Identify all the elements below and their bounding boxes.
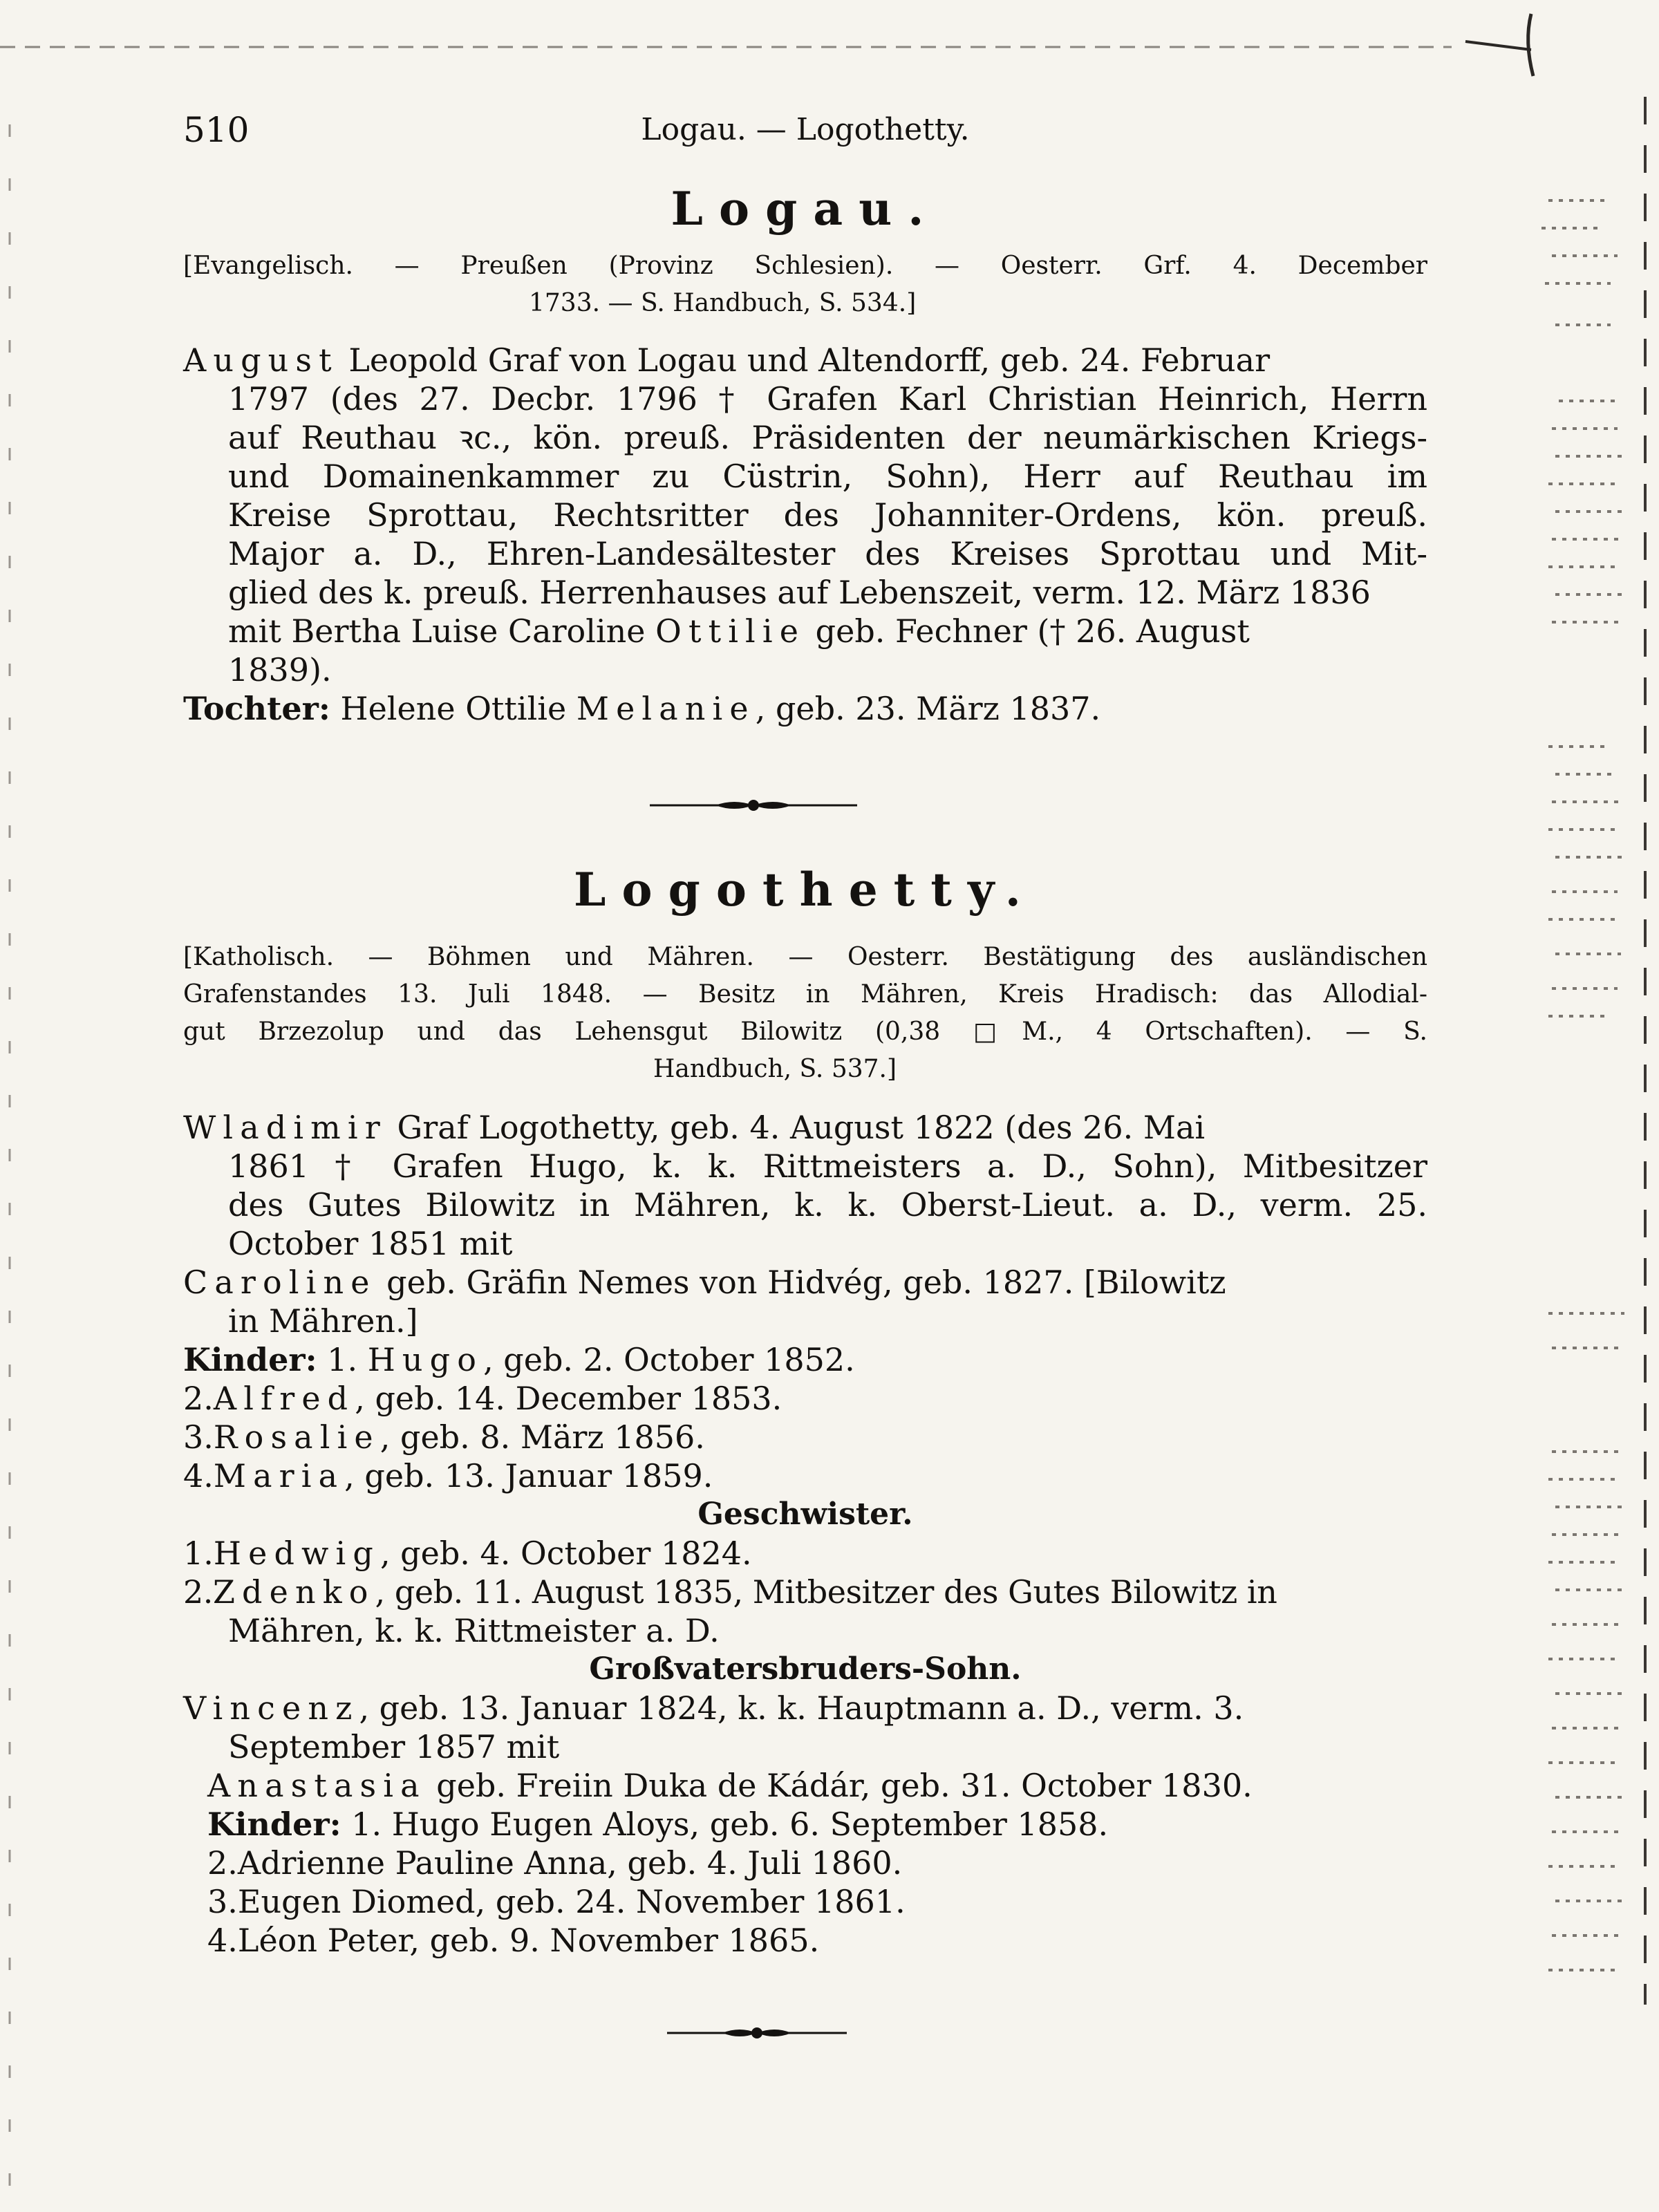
vincenz-line-1: Vincenz, geb. 13. Januar 1824, k. k. Hauptmann a. D., verm. 3. <box>183 1689 1244 1727</box>
section-title-logau: Logau. <box>671 182 940 236</box>
person-name-zdenko: Zdenko <box>212 1573 375 1611</box>
running-head: Logau. — Logothetty. <box>641 112 970 147</box>
child-line-1: Kinder: 1. Hugo, geb. 2. October 1852. <box>183 1341 855 1378</box>
person-name-melanie: Melanie <box>576 690 756 727</box>
logau-bracket-line-1: [Evangelisch. — Preußen (Provinz Schlesien). — Oesterr. Grf. 4. December <box>183 252 1427 280</box>
sibling-line-2: 2.Zdenko, geb. 11. August 1835, Mitbesitzer des Gutes Bilowitz in <box>183 1573 1277 1611</box>
cousin-child-line-2: 2.Adrienne Pauline Anna, geb. 4. Juli 1860. <box>207 1844 903 1882</box>
logothetty-bracket-line-4: Handbuch, S. 537.] <box>653 1055 897 1083</box>
cousin-heading: Großvatersbruders-Sohn. <box>589 1651 1022 1687</box>
ornamental-rule-divider <box>650 796 857 814</box>
vincenz-line-2: September 1857 mit <box>228 1728 560 1765</box>
person-name-anastasia: Anastasia <box>207 1767 427 1804</box>
person-name-ottilie: Ottilie <box>655 612 806 650</box>
person-name-hugo: Hugo <box>367 1341 484 1378</box>
anastasia-line: Anastasia geb. Freiin Duka de Kádár, geb. 31. October 1830. <box>207 1767 1253 1804</box>
caroline-line-2: in Mähren.] <box>228 1302 418 1340</box>
section-title-logothetty: Logothetty. <box>574 863 1037 917</box>
logau-entry-line-2: 1797 (des 27. Decbr. 1796 † Grafen Karl Christian Heinrich, Herrn <box>228 380 1427 418</box>
cousin-child-line-3: 3.Eugen Diomed, geb. 24. November 1861. <box>207 1883 906 1920</box>
daughter-label: Tochter: <box>183 690 330 727</box>
child-line-3: 3.Rosalie, geb. 8. März 1856. <box>183 1418 705 1456</box>
wladimir-line-3: des Gutes Bilowitz in Mähren, k. k. Oberst-Lieut. a. D., verm. 25. <box>228 1186 1427 1224</box>
logau-entry-line-3: auf Reuthau ꝛc., kön. preuß. Präsidenten der neumärkischen Kriegs- <box>228 419 1427 456</box>
children-label: Kinder: <box>183 1341 317 1378</box>
logothetty-bracket-line-3: gut Brzezolup und das Lehensgut Bilowitz (0,38 □M., 4 Ortschaften). — S. <box>183 1018 1427 1046</box>
sibling-line-3: Mähren, k. k. Rittmeister a. D. <box>228 1612 720 1649</box>
person-name-wladimir: Wladimir <box>183 1109 387 1146</box>
logothetty-bracket-line-1: [Katholisch. — Böhmen und Mähren. — Oesterr. Bestätigung des ausländischen <box>183 943 1427 971</box>
cousin-child-line-4: 4.Léon Peter, geb. 9. November 1865. <box>207 1922 820 1959</box>
person-name-alfred: Alfred <box>213 1380 355 1417</box>
sibling-line-1: 1.Hedwig, geb. 4. October 1824. <box>183 1535 752 1572</box>
person-name-vincenz: Vincenz <box>183 1689 359 1727</box>
logau-bracket-line-2: 1733. — S. Handbuch, S. 534.] <box>529 289 917 317</box>
logau-entry-line-9: 1839). <box>228 651 332 688</box>
child-line-2: 2.Alfred, geb. 14. December 1853. <box>183 1380 782 1417</box>
logau-entry-line-6: Major a. D., Ehren-Landesältester des Kreises Sprottau und Mit- <box>228 535 1427 572</box>
wladimir-line-2: 1861 † Grafen Hugo, k. k. Rittmeisters a. D., Sohn), Mitbesitzer <box>228 1147 1427 1185</box>
logau-entry-line-4: und Domainenkammer zu Cüstrin, Sohn), Herr auf Reuthau im <box>228 458 1427 495</box>
siblings-heading: Geschwister. <box>697 1497 913 1532</box>
person-name-caroline: Caroline <box>183 1264 377 1301</box>
person-name-hedwig: Hedwig <box>213 1535 380 1572</box>
logothetty-bracket-line-2: Grafenstandes 13. Juli 1848. — Besitz in Mähren, Kreis Hradisch: das Allodial- <box>183 980 1427 1009</box>
logau-entry-line-1: August Leopold Graf von Logau und Altendorff, geb. 24. Februar <box>183 341 1271 379</box>
logau-daughter-line: Tochter: Helene Ottilie Melanie, geb. 23. März 1837. <box>183 690 1101 727</box>
logau-entry-line-7: glied des k. preuß. Herrenhauses auf Lebenszeit, verm. 12. März 1836 <box>228 574 1371 611</box>
person-name-maria: Maria <box>213 1457 345 1494</box>
logau-entry-line-8: mit Bertha Luise Caroline Ottilie geb. Fechner († 26. August <box>228 612 1250 650</box>
cousin-child-line-1: Kinder: 1. Hugo Eugen Aloys, geb. 6. September 1858. <box>207 1806 1109 1843</box>
wladimir-line-1: Wladimir Graf Logothetty, geb. 4. August 1822 (des 26. Mai <box>183 1109 1206 1146</box>
person-name-august: August <box>183 341 339 379</box>
logau-entry-line-5: Kreise Sprottau, Rechtsritter des Johanniter-Ordens, kön. preuß. <box>228 496 1427 534</box>
person-name-rosalie: Rosalie <box>213 1418 380 1456</box>
page-number: 510 <box>183 110 250 150</box>
child-line-4: 4.Maria, geb. 13. Januar 1859. <box>183 1457 713 1494</box>
wladimir-line-4: October 1851 mit <box>228 1225 513 1262</box>
cousin-children-label: Kinder: <box>207 1806 341 1843</box>
caroline-line-1: Caroline geb. Gräfin Nemes von Hidvég, geb. 1827. [Bilowitz <box>183 1264 1226 1301</box>
ornamental-rule-divider-end <box>667 2024 847 2042</box>
